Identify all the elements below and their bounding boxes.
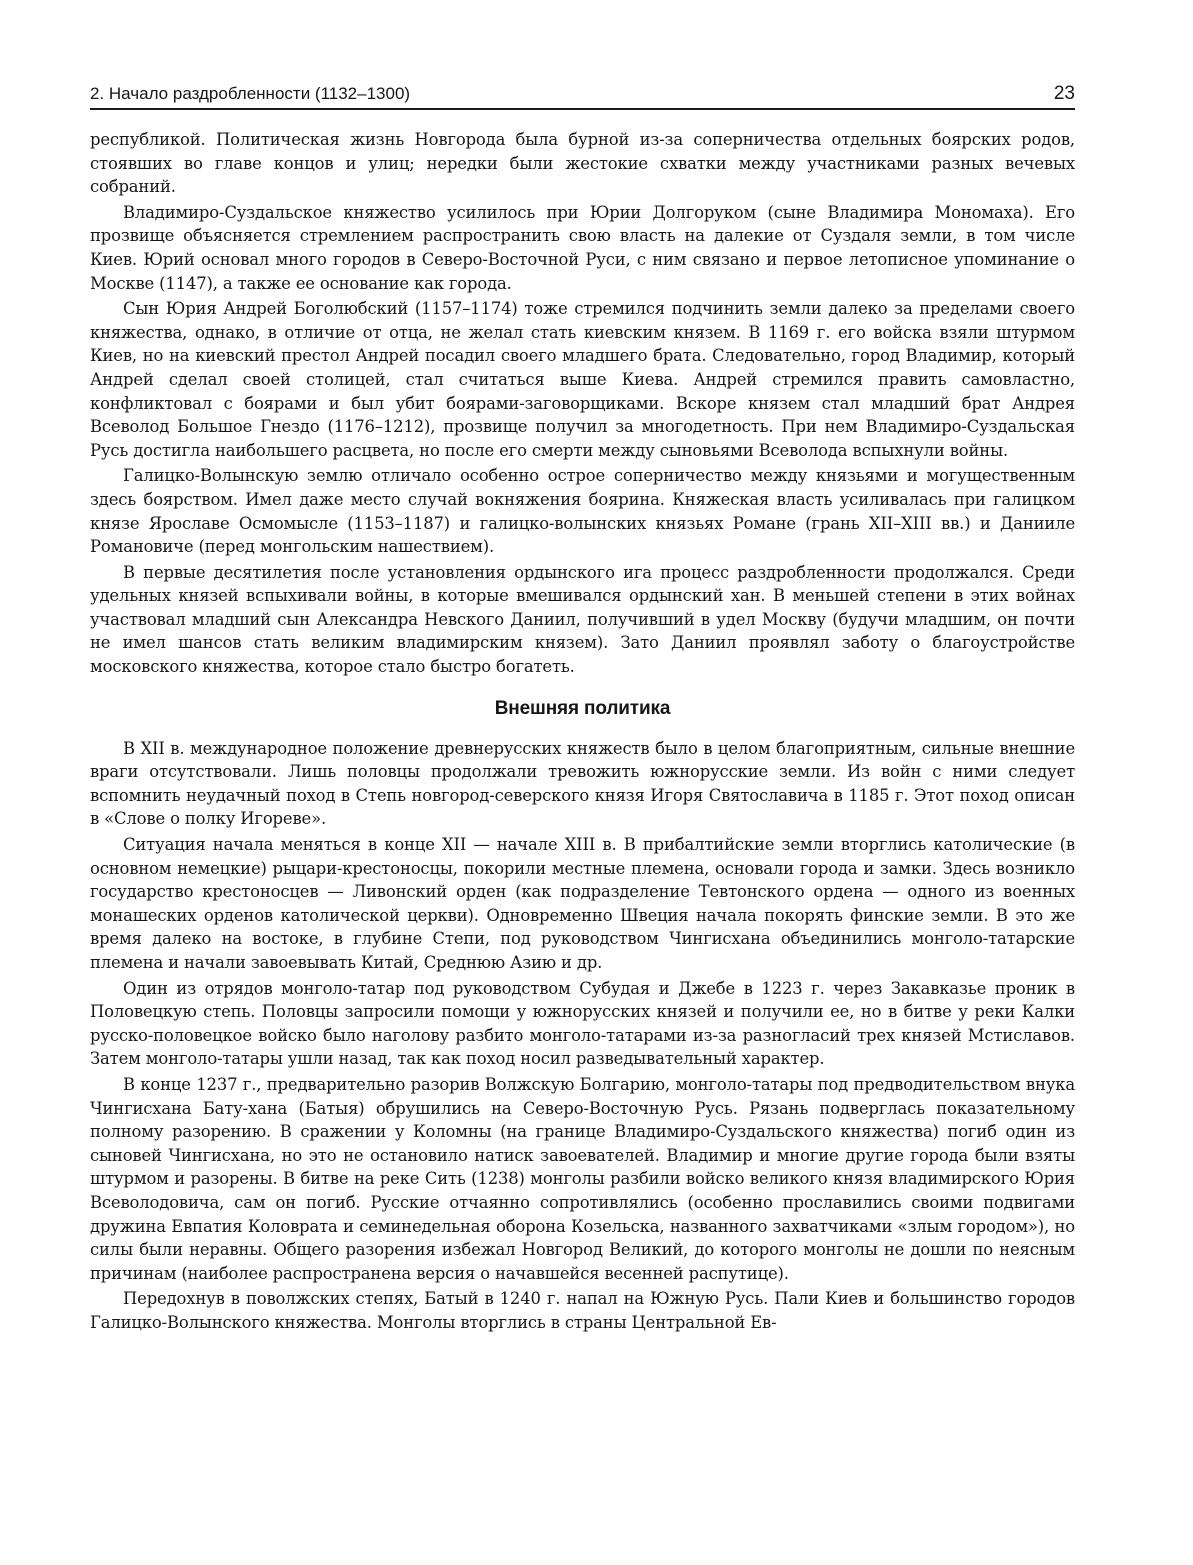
paragraph: В конце 1237 г., предварительно разорив Волжскую Болгарию, монголо-татары под предводительством внука Чингисхана Бату-хана (Батыя) обрушились на Северо-Восточную Русь. Рязань подверглась показательному полному разорению. В сражении у Коломны (на границе Владимиро-Суздальского княжества) погиб один из сыновей Чингисхана, но это не остановило натиск завоевателей. Владимир и многие другие города были взяты штурмом и разорены. В битве на реке Сить (1238) монголы разбили войско великого князя владимирского Юрия Всеволодовича, сам он погиб. Русские отчаянно сопротивлялись (особенно прославились своими подвигами дружина Евпатия Коловрата и семинедельная оборона Козельска, названного захватчиками «злым городом»), но силы были неравны. Общего разорения избежал Новгород Великий, до которого монголы не дошли по неясным причинам (наиболее распространена версия о начавшейся весенней распутице).	[90, 1074, 1075, 1283]
paragraph: Сын Юрия Андрей Боголюбский (1157–1174) тоже стремился подчинить земли далеко за пределами своего княжества, однако, в отличие от отца, не желал стать киевским князем. В 1169 г. его войска взяли штурмом Киев, но на киевский престол Андрей посадил своего младшего брата. Следовательно, город Владимир, который Андрей сделал своей столицей, стал считаться выше Киева. Андрей стремился править самовластно, конфликтовал с боярами и был убит боярами-заговорщиками. Вскоре князем стал младший брат Андрея Всеволод Большое Гнездо (1176–1212), прозвище получил за многодетность. При нем Владимиро-Суздальская Русь достигла наибольшего расцвета, но после его смерти между сыновьями Всеволода вспыхнули войны.	[90, 299, 1075, 460]
section-heading: Внешняя политика	[494, 697, 671, 719]
paragraph: Галицко-Волынскую землю отличало особенно острое соперничество между князьями и могущественным здесь боярством. Имел даже место случай вокняжения боярина. Княжеская власть усиливалась при галицком князе Ярославе Осмомысле (1153–1187) и галицко-волынских князьях Романе (грань XII–XIII вв.) и Данииле Романовиче (перед монгольским нашествием).	[90, 466, 1075, 557]
paragraph: Передохнув в поволжских степях, Батый в 1240 г. напал на Южную Русь. Пали Киев и большинство городов Галицко-Волынского княжества. Монголы вторглись в страны Центральной Ев-	[90, 1289, 1075, 1332]
body-text	[90, 128, 1075, 1335]
paragraph: Один из отрядов монголо-татар под руководством Субудая и Джебе в 1223 г. через Закавказье проник в Половецкую степь. Половцы запросили помощи у южнорусских князей и получили ее, но в битве у реки Калки русско-половецкое войско было наголову разбито монголо-татарами из-за разногласий трех князей Мстиславов. Затем монголо-татары ушли назад, так как поход носил разведывательный характер.	[90, 978, 1075, 1069]
paragraph: Ситуация начала меняться в конце XII — начале XIII в. В прибалтийские земли вторглись католические (в основном немецкие) рыцари-крестоносцы, покорили местные племена, основали города и замки. Здесь возникло государство крестоносцев — Ливонский орден (как подразделение Тевтонского ордена — одного из военных монашеских орденов католической церкви). Одновременно Швеция начала покорять финские земли. В это же время далеко на востоке, в глубине Степи, под руководством Чингисхана объединились монголо-татарские племена и начали завоевывать Китай, Среднюю Азию и др.	[90, 835, 1075, 972]
paragraph: В XII в. международное положение древнерусских княжеств было в целом благоприятным, сильные внешние враги отсутствовали. Лишь половцы продолжали тревожить южнорусские земли. Из войн с ними следует вспомнить неудачный поход в Степь новгород-северского князя Игоря Святославича в 1185 г. Этот поход описан в «Слове о полку Игореве».	[90, 738, 1075, 829]
paragraph: республикой. Политическая жизнь Новгорода была бурной из-за соперничества отдельных боярских родов, стоявших во главе концов и улиц; нередки были жестокие схватки между участниками разных вечевых собраний.	[90, 130, 1075, 197]
page-number: 23	[1053, 83, 1075, 104]
paragraph: Владимиро-Суздальское княжество усилилось при Юрии Долгоруком (сыне Владимира Мономаха). Его прозвище объясняется стремлением распространить свою власть на далекие от Суздаля земли, в том числе Киев. Юрий основал много городов в Северо-Восточной Руси, с ним связано и первое летописное упоминание о Москве (1147), а также ее основание как города.	[90, 202, 1075, 293]
paragraph: В первые десятилетия после установления ордынского ига процесс раздробленности продолжался. Среди удельных князей вспыхивали войны, в которые вмешивался ордынский хан. В меньшей степени в этих войнах участвовал младший сын Александра Невского Даниил, получивший в удел Москву (будучи младшим, он почти не имел шансов стать великим владимирским князем). Зато Даниил проявлял заботу о благоустройстве московского княжества, которое стало быстро богатеть.	[90, 562, 1075, 677]
document-page	[90, 80, 1075, 1335]
running-header	[90, 80, 1075, 110]
chapter-title: 2. Начало раздробленности (1132–1300)	[90, 84, 411, 103]
